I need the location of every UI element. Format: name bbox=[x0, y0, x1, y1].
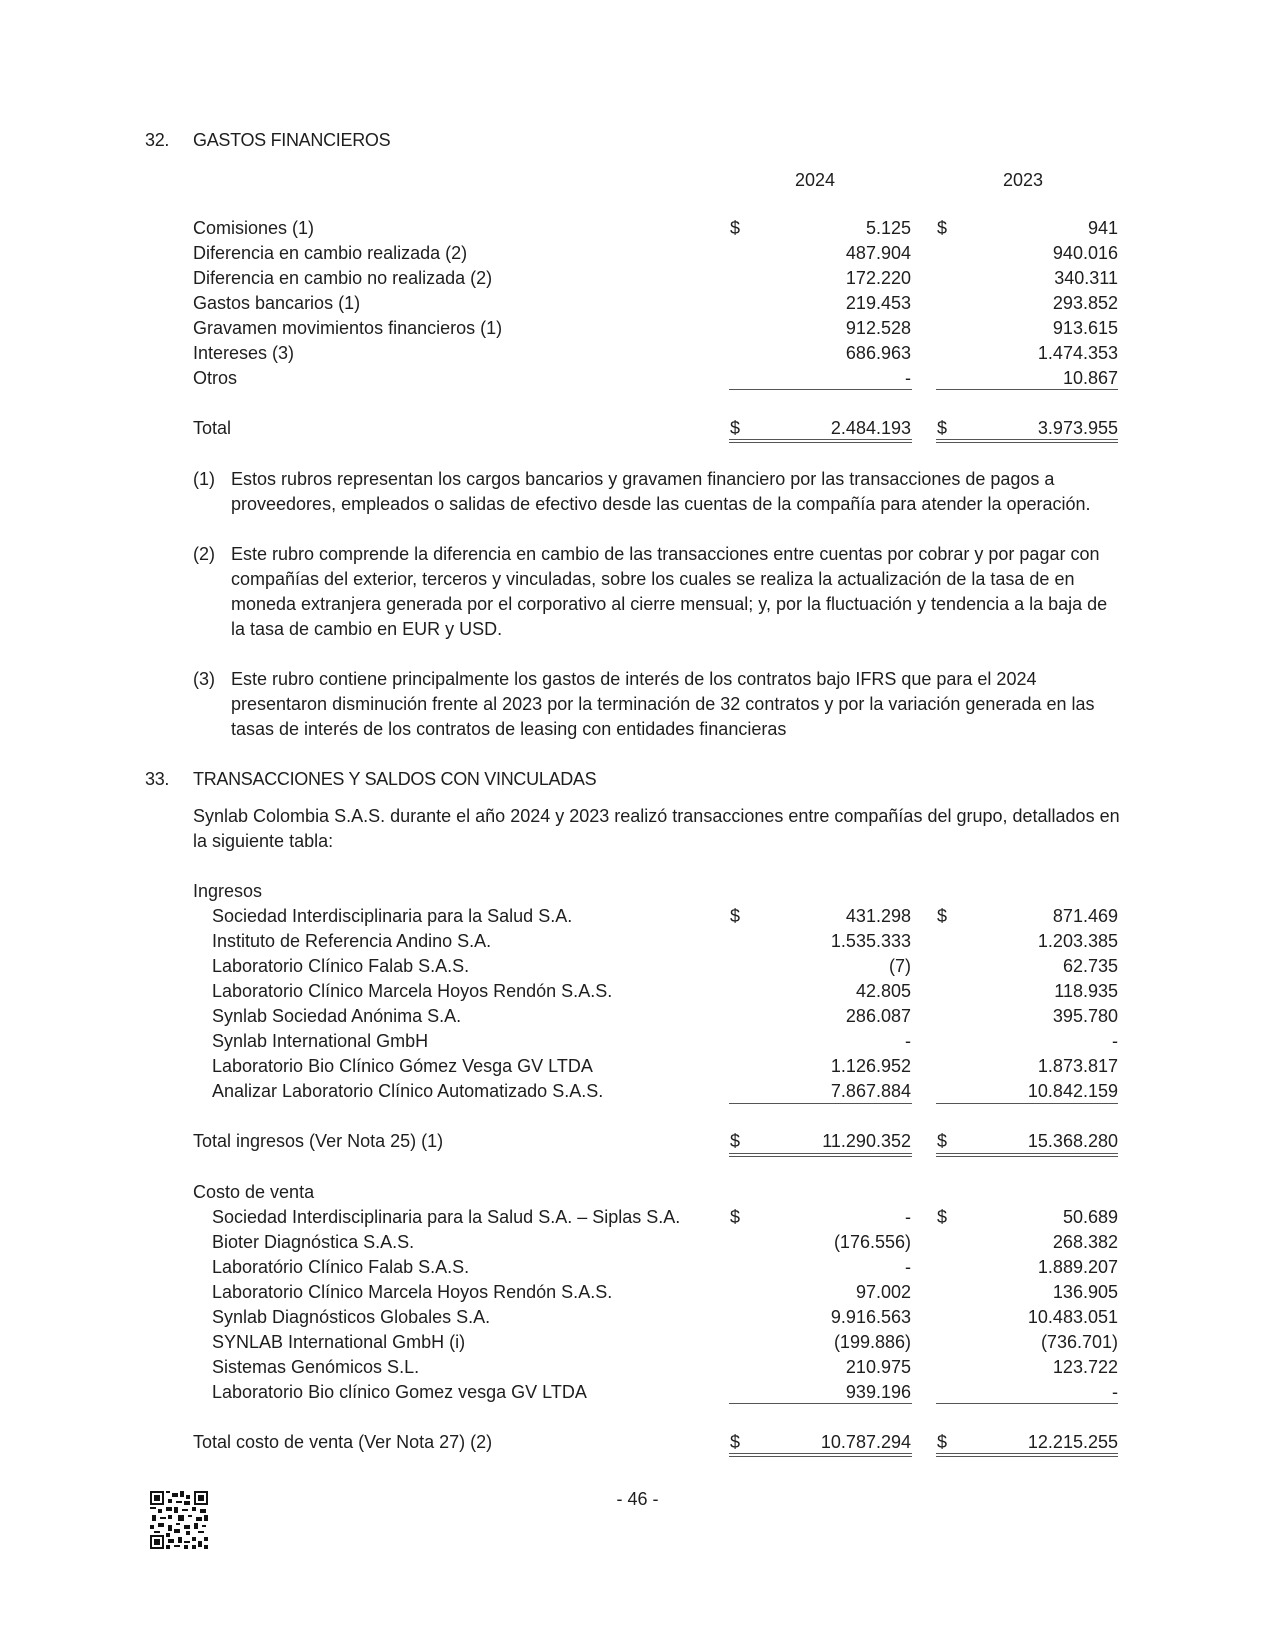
value-2024: 1.535.333 bbox=[830, 931, 911, 951]
value-2024: 286.087 bbox=[845, 1006, 911, 1026]
row-label: Sociedad Interdisciplinaria para la Salud S.A. – Siplas S.A. bbox=[212, 1207, 681, 1227]
total-row bbox=[0, 1430, 1275, 1455]
value-2024: 42.805 bbox=[855, 981, 911, 1001]
total-2024: 11.290.352 bbox=[822, 1131, 911, 1151]
footnote-2 bbox=[193, 542, 1123, 642]
currency-symbol: $ bbox=[937, 218, 948, 238]
section-32-heading bbox=[0, 128, 1275, 153]
footnote-text: Este rubro contiene principalmente los gastos de interés de los contratos bajo IFRS que para el 2024 presentaron disminución frente al 2023 por la terminación de 32 contratos y por la variación generada en las tasas de interés de los contratos de leasing con entidades financieras bbox=[231, 669, 1095, 739]
footnote-text: Este rubro comprende la diferencia en cambio de las transacciones entre cuentas por cobrar y por pagar con compañías del exterior, terceros y vinculadas, sobre los cuales se realiza la actualización de la tasa de en moneda extranjera generada por el corporativo al cierre mensual; y, por la fluctuación y tendencia a la baja de la tasa de cambio en EUR y USD. bbox=[231, 544, 1108, 639]
total-double-rule bbox=[936, 1153, 1118, 1157]
value-2023: 1.203.385 bbox=[1037, 931, 1118, 951]
row-label: Laboratorio Bio Clínico Gómez Vesga GV LTDA bbox=[212, 1056, 593, 1076]
table-row bbox=[0, 1380, 1275, 1405]
value-2023: 941 bbox=[1087, 218, 1118, 238]
total-row bbox=[0, 416, 1275, 441]
table-row bbox=[0, 1305, 1275, 1330]
section-33-heading bbox=[0, 767, 1275, 792]
table-row bbox=[0, 241, 1275, 266]
total-double-rule bbox=[729, 1453, 912, 1457]
total-2023: 15.368.280 bbox=[1027, 1131, 1118, 1151]
value-2024: 431.298 bbox=[845, 906, 911, 926]
value-2023: 10.867 bbox=[1062, 368, 1118, 388]
section-number: 32. bbox=[145, 130, 170, 150]
value-2023: 50.689 bbox=[1062, 1207, 1118, 1227]
row-label: Sistemas Genómicos S.L. bbox=[212, 1357, 420, 1377]
currency-symbol: $ bbox=[730, 418, 741, 438]
value-2023: - bbox=[1112, 1382, 1118, 1402]
table-row bbox=[0, 904, 1275, 929]
value-2023: 340.311 bbox=[1054, 268, 1118, 288]
row-label: Sociedad Interdisciplinaria para la Salud S.A. bbox=[212, 906, 573, 926]
subtotal-rule bbox=[729, 1403, 912, 1404]
footnote-number: (3) bbox=[193, 669, 215, 689]
group-heading bbox=[0, 879, 1275, 904]
value-2023: 10.483.051 bbox=[1027, 1307, 1118, 1327]
row-label: Synlab International GmbH bbox=[212, 1031, 429, 1051]
footnote-number: (2) bbox=[193, 544, 215, 564]
row-label: Gastos bancarios (1) bbox=[193, 293, 361, 313]
value-2023: 913.615 bbox=[1052, 318, 1118, 338]
section-number: 33. bbox=[145, 769, 170, 789]
subtotal-rule bbox=[729, 389, 912, 390]
value-2024: (199.886) bbox=[833, 1332, 911, 1352]
value-2023: 395.780 bbox=[1052, 1006, 1118, 1026]
year-header-2024: 2024 bbox=[795, 170, 836, 190]
row-label: Gravamen movimientos financieros (1) bbox=[193, 318, 503, 338]
value-2023: - bbox=[1112, 1031, 1118, 1051]
value-2024: 210.975 bbox=[845, 1357, 911, 1377]
row-label: Laboratorio Bio clínico Gomez vesga GV LTDA bbox=[212, 1382, 587, 1402]
row-label: Comisiones (1) bbox=[193, 218, 315, 238]
section-title: GASTOS FINANCIEROS bbox=[193, 130, 391, 150]
value-2023: 118.935 bbox=[1054, 981, 1118, 1001]
total-2023: 12.215.255 bbox=[1027, 1432, 1118, 1452]
total-row bbox=[0, 1129, 1275, 1154]
row-label: Laboratório Clínico Falab S.A.S. bbox=[212, 1257, 470, 1277]
total-label: Total costo de venta (Ver Nota 27) (2) bbox=[193, 1432, 493, 1452]
currency-symbol: $ bbox=[937, 1207, 948, 1227]
table-row bbox=[0, 954, 1275, 979]
group-heading-label: Costo de venta bbox=[193, 1182, 315, 1202]
table-row bbox=[0, 366, 1275, 391]
footnote-3 bbox=[193, 667, 1123, 742]
value-2024: 939.196 bbox=[845, 1382, 911, 1402]
table-row bbox=[0, 341, 1275, 366]
value-2024: 97.002 bbox=[855, 1282, 911, 1302]
row-label: Otros bbox=[193, 368, 238, 388]
currency-symbol: $ bbox=[937, 418, 948, 438]
value-2023: (736.701) bbox=[1040, 1332, 1118, 1352]
page-number: - 46 - bbox=[616, 1489, 659, 1509]
total-double-rule bbox=[729, 1153, 912, 1157]
row-label: Instituto de Referencia Andino S.A. bbox=[212, 931, 492, 951]
value-2024: 219.453 bbox=[845, 293, 911, 313]
row-label: Bioter Diagnóstica S.A.S. bbox=[212, 1232, 415, 1252]
total-double-rule bbox=[729, 439, 912, 443]
row-label: Laboratorio Clínico Falab S.A.S. bbox=[212, 956, 470, 976]
table-row bbox=[0, 266, 1275, 291]
section-intro: Synlab Colombia S.A.S. durante el año 2024 y 2023 realizó transacciones entre compañías del grupo, detallados en la siguiente tabla: bbox=[193, 806, 1120, 851]
value-2024: 686.963 bbox=[845, 343, 911, 363]
value-2023: 62.735 bbox=[1062, 956, 1118, 976]
total-label: Total ingresos (Ver Nota 25) (1) bbox=[193, 1131, 444, 1151]
currency-symbol: $ bbox=[937, 906, 948, 926]
value-2024: 487.904 bbox=[845, 243, 911, 263]
value-2024: 7.867.884 bbox=[830, 1081, 911, 1101]
value-2023: 268.382 bbox=[1052, 1232, 1118, 1252]
currency-symbol: $ bbox=[937, 1432, 948, 1452]
table-row bbox=[0, 1004, 1275, 1029]
value-2023: 123.722 bbox=[1052, 1357, 1118, 1377]
row-label: Synlab Diagnósticos Globales S.A. bbox=[212, 1307, 491, 1327]
currency-symbol: $ bbox=[730, 1207, 741, 1227]
value-2024: - bbox=[905, 1207, 911, 1227]
value-2024: - bbox=[905, 1257, 911, 1277]
value-2023: 1.873.817 bbox=[1037, 1056, 1118, 1076]
row-label: SYNLAB International GmbH (i) bbox=[212, 1332, 466, 1352]
section-title: TRANSACCIONES Y SALDOS CON VINCULADAS bbox=[193, 769, 597, 789]
currency-symbol: $ bbox=[730, 1131, 741, 1151]
value-2023: 1.474.353 bbox=[1037, 343, 1118, 363]
table-row bbox=[0, 1255, 1275, 1280]
table-row bbox=[0, 929, 1275, 954]
value-2024: 9.916.563 bbox=[830, 1307, 911, 1327]
value-2024: (176.556) bbox=[833, 1232, 911, 1252]
subtotal-rule bbox=[729, 1103, 912, 1104]
value-2024: 5.125 bbox=[865, 218, 911, 238]
table-row bbox=[0, 1029, 1275, 1054]
row-label: Laboratorio Clínico Marcela Hoyos Rendón S.A.S. bbox=[212, 1282, 613, 1302]
footnote-number: (1) bbox=[193, 469, 215, 489]
total-2023: 3.973.955 bbox=[1037, 418, 1118, 438]
table-row bbox=[0, 1280, 1275, 1305]
value-2023: 940.016 bbox=[1052, 243, 1118, 263]
table-row bbox=[0, 316, 1275, 341]
value-2023: 1.889.207 bbox=[1037, 1257, 1118, 1277]
total-2024: 2.484.193 bbox=[830, 418, 911, 438]
year-header-2023: 2023 bbox=[1003, 170, 1044, 190]
row-label: Intereses (3) bbox=[193, 343, 295, 363]
total-label: Total bbox=[193, 418, 232, 438]
total-double-rule bbox=[936, 1453, 1118, 1457]
row-label: Analizar Laboratorio Clínico Automatizado S.A.S. bbox=[212, 1081, 604, 1101]
value-2023: 293.852 bbox=[1052, 293, 1118, 313]
total-double-rule bbox=[936, 439, 1118, 443]
table-row bbox=[0, 291, 1275, 316]
value-2023: 136.905 bbox=[1052, 1282, 1118, 1302]
table-row bbox=[0, 1054, 1275, 1079]
row-label: Laboratorio Clínico Marcela Hoyos Rendón S.A.S. bbox=[212, 981, 613, 1001]
row-label: Diferencia en cambio no realizada (2) bbox=[193, 268, 493, 288]
footnote-text: Estos rubros representan los cargos bancarios y gravamen financiero por las transacciones de pagos a proveedores, empleados o salidas de efectivo desde las cuentas de la compañía para atender la operación. bbox=[231, 469, 1091, 514]
currency-symbol: $ bbox=[730, 1432, 741, 1452]
value-2024: 172.220 bbox=[845, 268, 911, 288]
table-row bbox=[0, 216, 1275, 241]
group-heading-label: Ingresos bbox=[193, 881, 263, 901]
value-2024: (7) bbox=[889, 956, 911, 976]
value-2023: 871.469 bbox=[1052, 906, 1118, 926]
value-2024: 1.126.952 bbox=[830, 1056, 911, 1076]
table-row bbox=[0, 1230, 1275, 1255]
table-row bbox=[0, 1330, 1275, 1355]
value-2023: 10.842.159 bbox=[1027, 1081, 1118, 1101]
table-row bbox=[0, 1079, 1275, 1104]
value-2024: 912.528 bbox=[845, 318, 911, 338]
table-row bbox=[0, 1355, 1275, 1380]
subtotal-rule bbox=[936, 1403, 1118, 1404]
subtotal-rule bbox=[936, 389, 1118, 390]
currency-symbol: $ bbox=[937, 1131, 948, 1151]
total-2024: 10.787.294 bbox=[820, 1432, 911, 1452]
value-2024: - bbox=[905, 368, 911, 388]
subtotal-rule bbox=[936, 1103, 1118, 1104]
value-2024: - bbox=[905, 1031, 911, 1051]
currency-symbol: $ bbox=[730, 906, 741, 926]
row-label: Diferencia en cambio realizada (2) bbox=[193, 243, 468, 263]
group-heading bbox=[0, 1180, 1275, 1205]
footnote-1 bbox=[193, 467, 1123, 517]
table-row bbox=[0, 979, 1275, 1004]
table-row bbox=[0, 1205, 1275, 1230]
row-label: Synlab Sociedad Anónima S.A. bbox=[212, 1006, 462, 1026]
currency-symbol: $ bbox=[730, 218, 741, 238]
